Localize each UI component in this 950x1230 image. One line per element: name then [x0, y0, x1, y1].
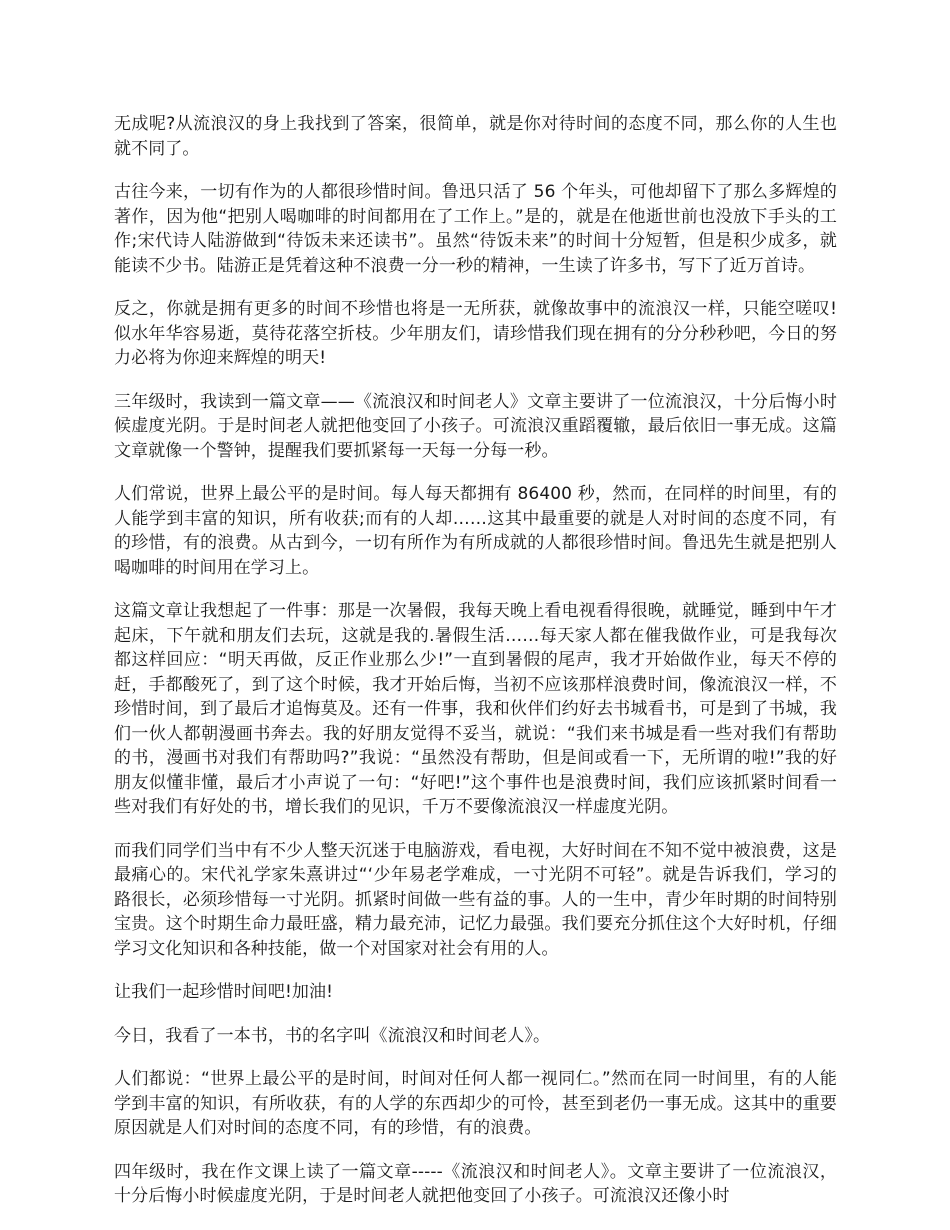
paragraph: 人们都说：“世界上最公平的是时间，时间对任何人都一视同仁。”然而在同一时间里，有的人能学到丰富的知识，有所收获，有的人学的东西却少的可怜，甚至到老仍一事无成。这其中的重要原因就是人们对时间的态度不同，有的珍惜，有的浪费。	[114, 1069, 837, 1138]
paragraph: 古往今来，一切有作为的人都很珍惜时间。鲁迅只活了 56 个年头，可他却留下了那么多辉煌的著作，因为他“把别人喝咖啡的时间都用在了工作上。”是的，就是在他逝世前也没放下手头的工作;宋代诗人陆游做到“待饭未来还读书”。虽然“待饭未来”的时间十分短暂，但是积少成多，就能读不少书。陆游正是凭着这种不浪费一分一秒的精神，一生读了许多书，写下了近万首诗。	[114, 182, 837, 276]
paragraph: 四年级时，我在作文课上读了一篇文章-----《流浪汉和时间老人》。文章主要讲了一位流浪汉，十分后悔小时候虚度光阴，于是时间老人就把他变回了小孩子。可流浪汉还像小时	[114, 1161, 837, 1206]
paragraph: 无成呢?从流浪汉的身上我找到了答案，很简单，就是你对待时间的态度不同，那么你的人生也就不同了。	[114, 114, 837, 159]
paragraph: 人们常说，世界上最公平的是时间。每人每天都拥有 86400 秒，然而，在同样的时间里，有的人能学到丰富的知识，所有收获;而有的人却……这其中最重要的就是人对时间的态度不同，有的珍惜，有的浪费。从古到今，一切有所作为有所成就的人都很珍惜时间。鲁迅先生就是把别人喝咖啡的时间用在学习上。	[114, 484, 837, 578]
paragraph: 三年级时，我读到一篇文章——《流浪汉和时间老人》文章主要讲了一位流浪汉，十分后悔小时候虚度光阴。于是时间老人就把他变回了小孩子。可流浪汉重蹈覆辙，最后依旧一事无成。这篇文章就像一个警钟，提醒我们要抓紧每一天每一分每一秒。	[114, 391, 837, 461]
paragraph: 今日，我看了一本书，书的名字叫《流浪汉和时间老人》。	[114, 1025, 551, 1046]
paragraph: 这篇文章让我想起了一件事：那是一次暑假，我每天晚上看电视看得很晚，就睡觉，睡到中午才起床，下午就和朋友们去玩，这就是我的.暑假生活……每天家人都在催我做作业，可是我每次都这样回应：“明天再做，反正作业那么少!”一直到暑假的尾声，我才开始做作业，每天不停的赶，手都酸死了，到了这个时候，我才开始后悔，当初不应该那样浪费时间，像流浪汉一样，不珍惜时间，到了最后才追悔莫及。还有一件事，我和伙伴们约好去书城看书，可是到了书城，我们一伙人都朝漫画书奔去。我的好朋友觉得不妥当，就说：“我们来书城是看一些对我们有帮助的书，漫画书对我们有帮助吗?”我说：“虽然没有帮助，但是间或看一下，无所谓的啦!”我的好朋友似懂非懂，最后才小声说了一句：“好吧!”这个事件也是浪费时间，我们应该抓紧时间看一些对我们有好处的书，增长我们的见识，千万不要像流浪汉一样虚度光阴。	[114, 601, 837, 817]
document-body	[114, 112, 837, 1209]
paragraph: 而我们同学们当中有不少人整天沉迷于电脑游戏，看电视，大好时间在不知不觉中被浪费，这是最痛心的。宋代礼学家朱熹讲过“‘少年易老学难成，一寸光阴不可轻”。就是告诉我们，学习的路很长，必须珍惜每一寸光阴。抓紧时间做一些有益的事。人的一生中，青少年时期的时间特别宝贵。这个时期生命力最旺盛，精力最充沛，记忆力最强。我们要充分抓住这个大好时机，仔细学习文化知识和各种技能，做一个对国家对社会有用的人。	[114, 840, 837, 959]
paragraph: 反之，你就是拥有更多的时间不珍惜也将是一无所获，就像故事中的流浪汉一样，只能空嗟叹!似水年华容易逝，莫待花落空折枝。少年朋友们，请珍惜我们现在拥有的分分秒秒吧，今日的努力必将为你迎来辉煌的明天!	[114, 299, 837, 368]
paragraph: 让我们一起珍惜时间吧!加油!	[114, 982, 334, 1002]
